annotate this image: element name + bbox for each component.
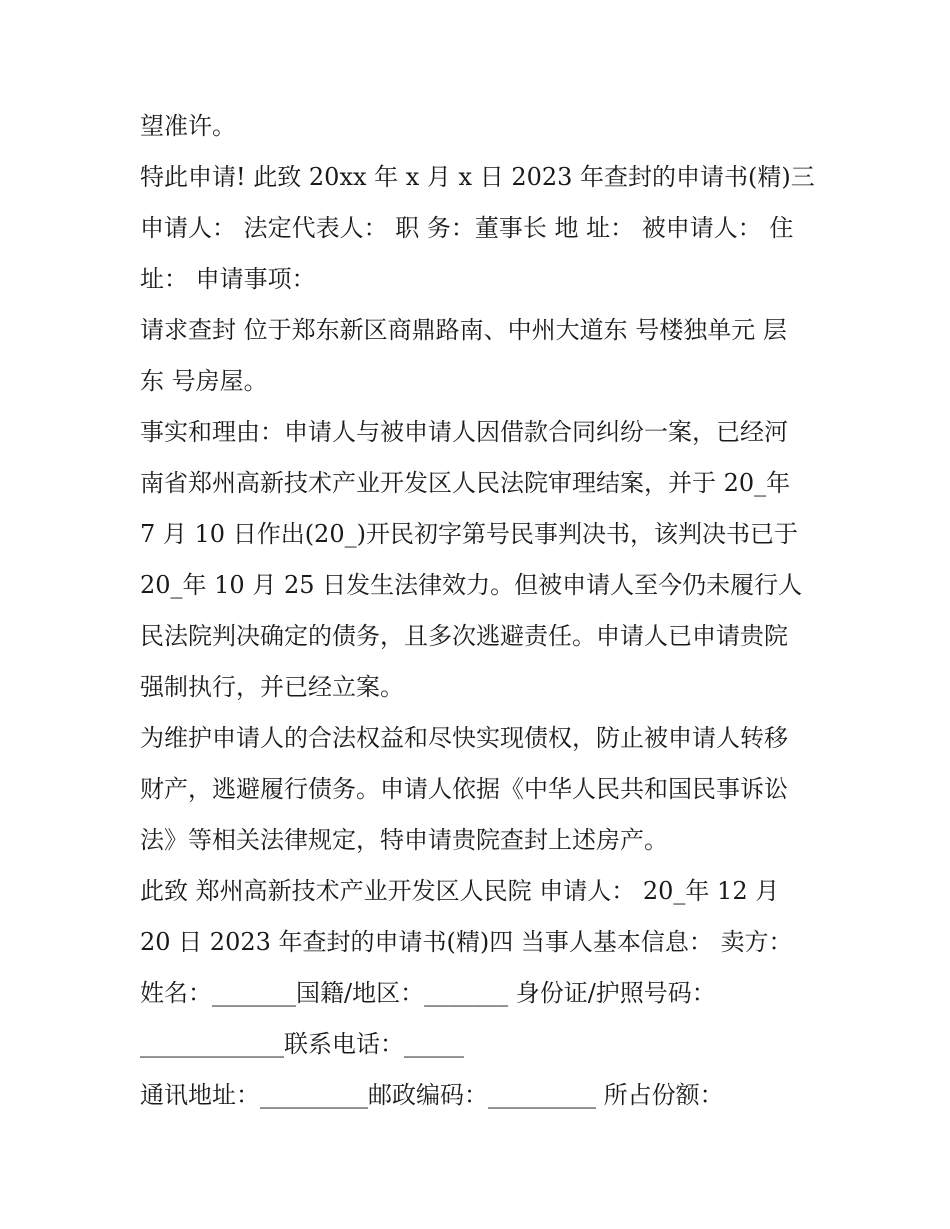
text-line: 南省郑州高新技术产业开发区人民法院审理结案，并于 20_年 — [140, 469, 791, 497]
text-line: 20_年 10 月 25 日发生法律效力。但被申请人至今仍未履行人 — [140, 571, 803, 599]
text-line: ____________联系电话：_____ — [140, 1030, 464, 1058]
text-line: 申请人： 法定代表人： 职 务：董事长 地 址： 被申请人： 住 — [140, 214, 794, 242]
text-line: 通讯地址：_________邮政编码：_________ 所占份额： — [140, 1081, 724, 1109]
text-line: 民法院判决确定的债务，且多次逃避责任。申请人已申请贵院 — [140, 622, 788, 650]
text-line: 事实和理由：申请人与被申请人因借款合同纠纷一案，已经河 — [140, 418, 788, 446]
text-line: 姓名：_______国籍/地区：_______ 身份证/护照号码： — [140, 979, 716, 1007]
text-line: 财产，逃避履行债务。申请人依据《中华人民共和国民事诉讼 — [140, 775, 788, 803]
text-line: 特此申请! 此致 20xx 年 x 月 x 日 2023 年查封的申请书(精)三 — [140, 163, 815, 191]
text-line: 请求查封 位于郑东新区商鼎路南、中州大道东 号楼独单元 层 — [140, 316, 787, 344]
text-line: 强制执行，并已经立案。 — [140, 673, 404, 701]
text-line: 望准许。 — [140, 112, 236, 140]
text-line: 东 号房屋。 — [140, 367, 268, 395]
text-line: 7 月 10 日作出(20_)开民初字第号民事判决书，该判决书已于 — [140, 520, 798, 548]
text-line: 为维护申请人的合法权益和尽快实现债权，防止被申请人转移 — [140, 724, 788, 752]
text-line: 法》等相关法律规定，特申请贵院查封上述房产。 — [140, 826, 668, 854]
text-line: 址： 申请事项： — [140, 265, 316, 293]
document-body — [140, 101, 820, 1121]
text-line: 20 日 2023 年查封的申请书(精)四 当事人基本信息： 卖方： — [140, 928, 793, 956]
text-line: 此致 郑州高新技术产业开发区人民院 申请人： 20_年 12 月 — [140, 877, 780, 905]
